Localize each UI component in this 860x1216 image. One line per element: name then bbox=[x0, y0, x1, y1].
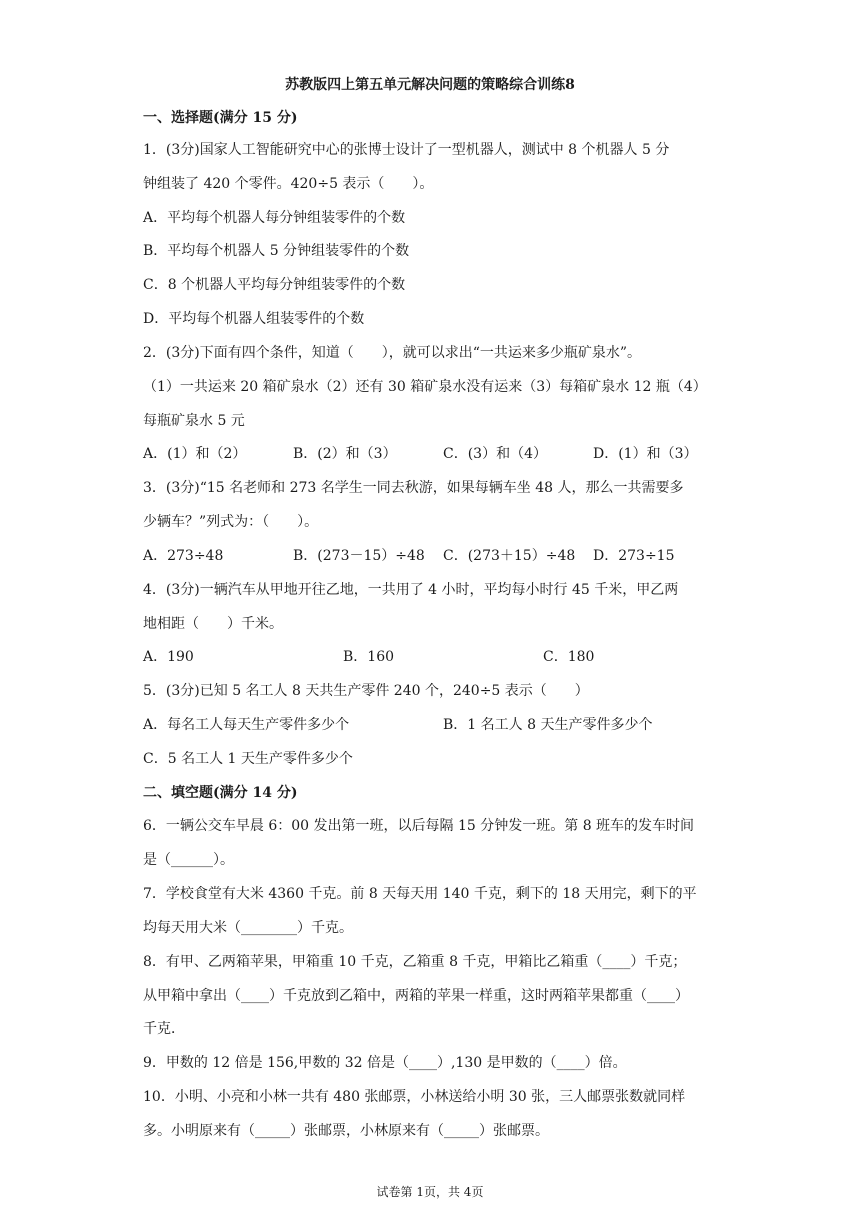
page-footer: 试卷第 1页，共 4页 bbox=[376, 1185, 484, 1199]
question-7-line-2: 均每天用大米（________）千克。 bbox=[143, 920, 353, 936]
question-2-option-c: C．(3）和（4） bbox=[443, 446, 547, 462]
question-10-line-1: 10．小明、小亮和小林一共有 480 张邮票，小林送给小明 30 张，三人邮票张数就同样 bbox=[143, 1089, 686, 1105]
question-1-option-b: B．平均每个机器人 5 分钟组装零件的个数 bbox=[143, 243, 410, 259]
question-3-option-c: C．(273＋15）÷48 bbox=[443, 548, 576, 564]
question-3-line-2: 少辆车？”列式为：（ ）。 bbox=[143, 514, 319, 530]
question-2-line-2: （1）一共运来 20 箱矿泉水（2）还有 30 箱矿泉水没有运来（3）每箱矿泉水 12 瓶（4） bbox=[143, 379, 707, 395]
question-3-option-d: D．273÷15 bbox=[593, 548, 675, 564]
section-heading-choice: 一、选择题(满分 15 分) bbox=[143, 110, 298, 126]
question-4-option-c: C．180 bbox=[543, 649, 595, 665]
question-8-line-3: 千克． bbox=[143, 1021, 185, 1037]
question-4-option-b: B．160 bbox=[343, 649, 395, 665]
question-8-line-2: 从甲箱中拿出（____）千克放到乙箱中，两箱的苹果一样重，这时两箱苹果都重（____） bbox=[143, 988, 689, 1004]
question-7-line-1: 7．学校食堂有大米 4360 千克。前 8 天每天用 140 千克，剩下的 18 天用完，剩下的平 bbox=[143, 886, 697, 902]
question-1-option-a: A．平均每个机器人每分钟组装零件的个数 bbox=[143, 210, 406, 226]
question-3-option-a: A．273÷48 bbox=[143, 548, 224, 564]
question-1-option-c: C．8 个机器人平均每分钟组装零件的个数 bbox=[143, 277, 406, 293]
question-5-option-c: C．5 名工人 1 天生产零件多少个 bbox=[143, 751, 353, 767]
question-10-line-2: 多。小明原来有（_____）张邮票，小林原来有（_____）张邮票。 bbox=[143, 1123, 549, 1139]
question-5-line-1: 5．(3分)已知 5 名工人 8 天共生产零件 240 个，240÷5 表示（ ） bbox=[143, 683, 589, 699]
question-8-line-1: 8．有甲、乙两箱苹果，甲箱重 10 千克，乙箱重 8 千克，甲箱比乙箱重（____）千克； bbox=[143, 954, 687, 970]
question-6-line-2: 是（______）。 bbox=[143, 852, 234, 868]
question-1-option-d: D．平均每个机器人组装零件的个数 bbox=[143, 311, 365, 327]
question-3-option-b: B．(273－15）÷48 bbox=[293, 548, 425, 564]
question-4-line-2: 地相距（ ）千米。 bbox=[143, 616, 283, 632]
question-2-line-3: 每瓶矿泉水 5 元 bbox=[143, 413, 245, 429]
question-1-line-2: 钟组装了 420 个零件。420÷5 表示（ ）。 bbox=[143, 176, 434, 192]
question-5-option-b: B．1 名工人 8 天生产零件多少个 bbox=[443, 717, 653, 733]
question-2-option-a: A．(1）和（2） bbox=[143, 446, 247, 462]
question-6-line-1: 6．一辆公交车早晨 6：00 发出第一班，以后每隔 15 分钟发一班。第 8 班车的发车时间 bbox=[143, 818, 695, 834]
question-2-line-1: 2．(3分)下面有四个条件，知道（ ），就可以求出“一共运来多少瓶矿泉水”。 bbox=[143, 345, 642, 361]
question-4-option-a: A．190 bbox=[143, 649, 194, 665]
question-2-option-d: D．(1）和（3） bbox=[593, 446, 698, 462]
section-heading-fill: 二、填空题(满分 14 分) bbox=[143, 785, 298, 801]
question-1-line-1: 1．(3分)国家人工智能研究中心的张博士设计了一型机器人，测试中 8 个机器人 5 分 bbox=[143, 142, 670, 158]
page-title: 苏教版四上第五单元解决问题的策略综合训练8 bbox=[285, 77, 575, 93]
question-2-option-b: B．(2）和（3） bbox=[293, 446, 397, 462]
question-4-line-1: 4．(3分)一辆汽车从甲地开往乙地，一共用了 4 小时，平均每小时行 45 千米，甲乙两 bbox=[143, 582, 679, 598]
question-5-option-a: A．每名工人每天生产零件多少个 bbox=[143, 717, 350, 733]
question-3-line-1: 3．(3分)“15 名老师和 273 名学生一同去秋游，如果每辆车坐 48 人，那么一共需要多 bbox=[143, 480, 684, 496]
question-9-line-1: 9．甲数的 12 倍是 156,甲数的 32 倍是（____）,130 是甲数的（____）倍。 bbox=[143, 1055, 627, 1071]
